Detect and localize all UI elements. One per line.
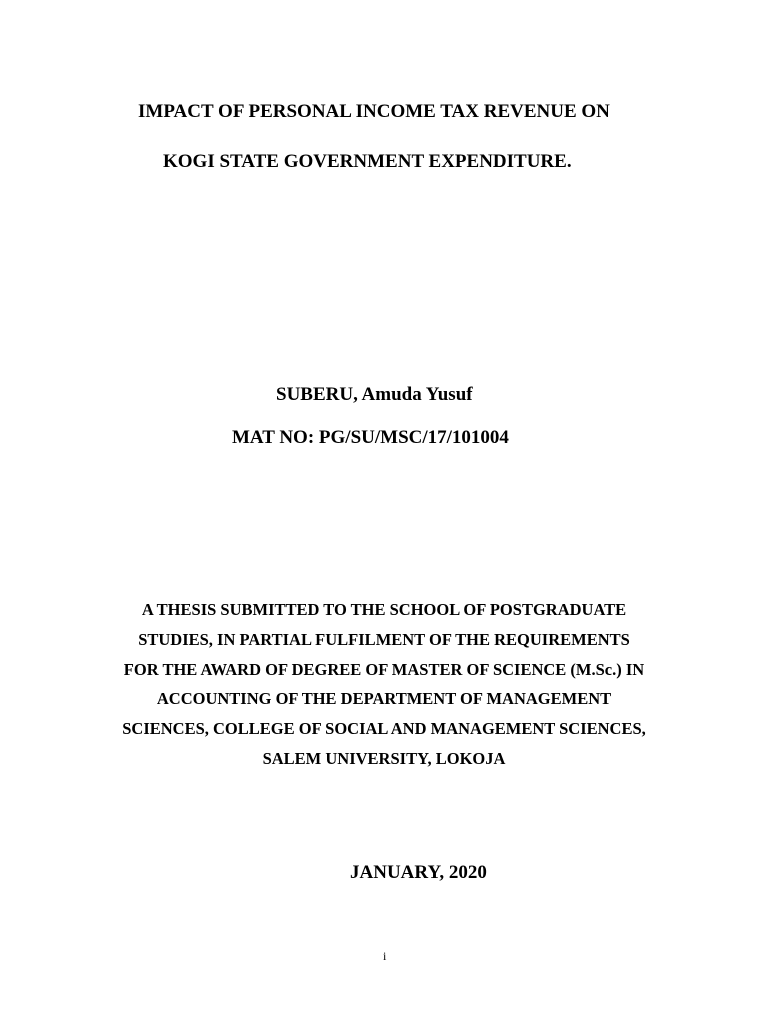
thesis-statement-line-6: SALEM UNIVERSITY, LOKOJA (262, 749, 506, 768)
thesis-statement-line-4: ACCOUNTING OF THE DEPARTMENT OF MANAGEMENT (156, 689, 612, 708)
thesis-statement-line-2: STUDIES, IN PARTIAL FULFILMENT OF THE REQUIREMENTS (138, 630, 630, 649)
thesis-statement-line-3: FOR THE AWARD OF DEGREE OF MASTER OF SCIENCE (M.Sc.) IN (123, 660, 645, 679)
author-name: SUBERU, Amuda Yusuf (276, 384, 473, 405)
submission-date: JANUARY, 2020 (350, 862, 487, 883)
matriculation-number: MAT NO: PG/SU/MSC/17/101004 (232, 427, 509, 448)
title-line-2: KOGI STATE GOVERNMENT EXPENDITURE. (163, 151, 572, 172)
title-line-1: IMPACT OF PERSONAL INCOME TAX REVENUE ON (138, 101, 610, 122)
thesis-statement-line-5: SCIENCES, COLLEGE OF SOCIAL AND MANAGEMENT SCIENCES, (122, 719, 646, 738)
page-number: i (383, 949, 387, 963)
thesis-statement-line-1: A THESIS SUBMITTED TO THE SCHOOL OF POSTGRADUATE (141, 600, 627, 619)
